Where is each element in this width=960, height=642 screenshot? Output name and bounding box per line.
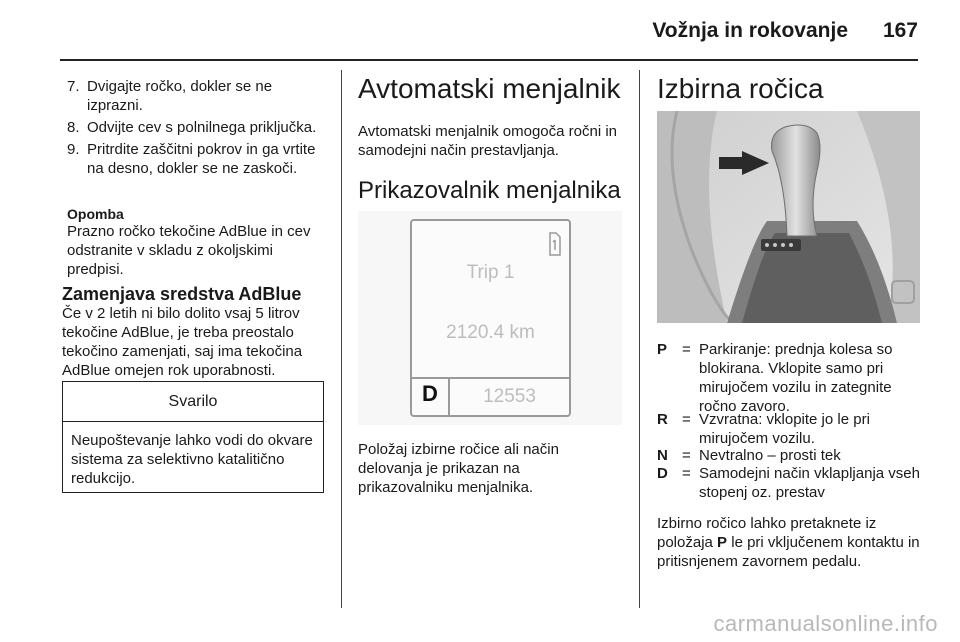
- trip-label: Trip 1: [466, 262, 515, 283]
- position-key: R: [657, 411, 668, 428]
- odometer-value: 12553: [483, 386, 536, 407]
- selector-note: [657, 514, 923, 571]
- selector-heading: Izbirna ročica: [657, 73, 824, 104]
- list-item: [62, 118, 326, 137]
- note-title: Opomba: [67, 206, 124, 222]
- position-description: Vzvratna: vklopite jo le pri mirujočem vozilu.: [699, 411, 870, 447]
- gear-selector-illustration: [657, 111, 920, 323]
- position-description: Samodejni način vklapljanja vseh stopenj oz. prestav: [699, 465, 920, 501]
- section-text: Če v 2 letih ni bilo dolito vsaj 5 litrov tekočine AdBlue, je treba preostalo tekočino zamenjati, saj ima tekočina AdBlue omejen rok uporabnosti.: [62, 305, 303, 379]
- step-text: Odvijte cev s polnilnega priključka.: [87, 119, 317, 136]
- equals-sign: =: [682, 411, 691, 428]
- steps-list: [62, 77, 326, 181]
- selector-note-after: le pri vključenem kontaktu in pritisnjenem zavornem pedalu.: [657, 534, 920, 570]
- position-key: P: [657, 341, 668, 358]
- trip-distance: 2120.4 km: [446, 322, 535, 343]
- equals-sign: =: [682, 465, 691, 482]
- transmission-display: [410, 219, 571, 417]
- display-caption: Položaj izbirne ročice ali način delovanja je prikazan na prikazovalniku menjalnika.: [358, 441, 559, 496]
- column-divider-left: [341, 70, 342, 608]
- sub-heading: Prikazovalnik menjalnika: [358, 177, 621, 204]
- watermark: carmanualsonline.info: [713, 611, 938, 636]
- selector-note-before: Izbirno ročico lahko pretaknete iz položaja: [657, 515, 877, 551]
- position-description: Nevtralno – prosti tek: [699, 447, 841, 464]
- selector-note-bold: P: [717, 534, 728, 551]
- step-text: Dvigajte ročko, dokler se ne izprazni.: [87, 78, 273, 114]
- step-number: 7.: [67, 78, 80, 95]
- equals-sign: =: [682, 447, 691, 464]
- list-item: [62, 77, 326, 115]
- note-text: Prazno ročko tekočine AdBlue in cev odstranite v skladu z okoljskimi predpisi.: [67, 223, 311, 278]
- equals-sign: =: [682, 341, 691, 358]
- section-heading: Zamenjava sredstva AdBlue: [62, 284, 302, 304]
- transmission-display-figure: [358, 211, 622, 425]
- selector-lever-photo: [657, 111, 920, 323]
- position-key: D: [657, 465, 668, 482]
- position-description: Parkiranje: prednja kolesa so blokirana. Vklopite samo pri mirujočem vozilu in zategnite ročno zavoro.: [699, 341, 893, 415]
- gear-indicator: D: [422, 381, 438, 406]
- warning-text: Neupoštevanje lahko vodi do okvare sistema za selektivno katalitično redukcijo.: [71, 432, 313, 487]
- step-text: Pritrdite zaščitni pokrov in ga vrtite na desno, dokler se ne zaskoči.: [87, 141, 316, 177]
- column-divider-right: [639, 70, 640, 608]
- page-header: [0, 0, 960, 64]
- warning-title: Svarilo: [63, 382, 323, 422]
- step-number: 8.: [67, 119, 80, 136]
- main-heading: Avtomatski menjalnik: [358, 73, 621, 104]
- header-divider: [60, 59, 918, 61]
- page-number: 167: [882, 19, 918, 42]
- list-item: [62, 140, 326, 178]
- chapter-title: Vožnja in rokovanje: [652, 19, 848, 42]
- step-number: 9.: [67, 141, 80, 158]
- warning-box: [62, 381, 324, 493]
- fuel-gauge-icon: [547, 231, 563, 257]
- intro-text: Avtomatski menjalnik omogoča ročni in samodejni način prestavljanja.: [358, 123, 618, 159]
- display-divider: [412, 377, 569, 379]
- position-key: N: [657, 447, 668, 464]
